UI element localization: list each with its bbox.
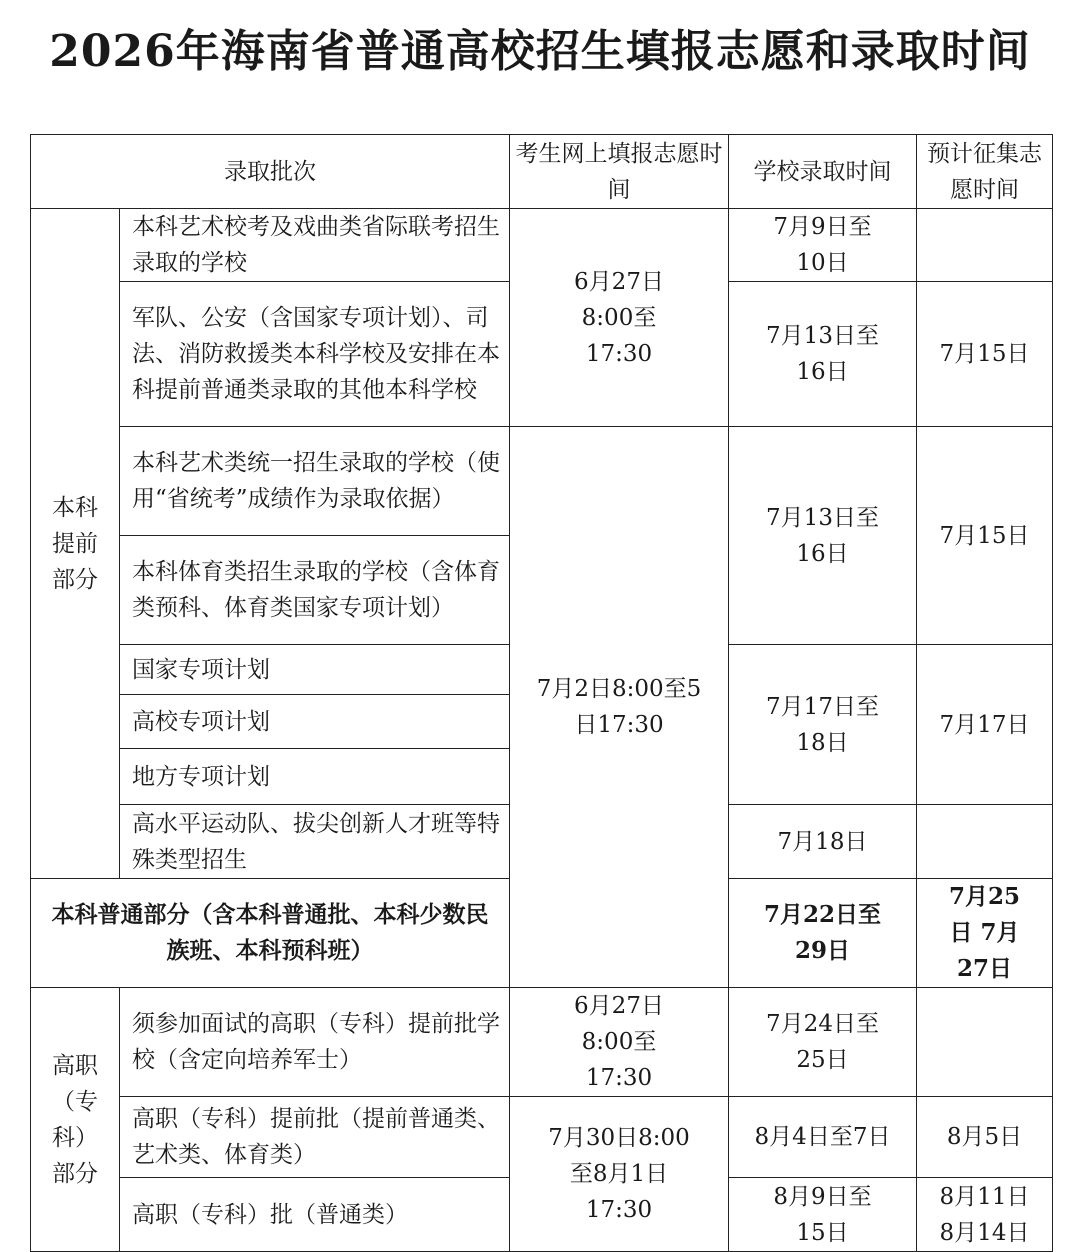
table-row bbox=[31, 209, 1053, 282]
admit-time-cell: 7月24日至25日 bbox=[729, 988, 917, 1097]
collect-time-cell: 7月15日 bbox=[917, 427, 1053, 645]
collect-time-cell: 7月15日 bbox=[917, 282, 1053, 427]
fill-time-cell: 7月30日8:00至8月1日17:30 bbox=[510, 1097, 729, 1252]
collect-time-cell bbox=[917, 209, 1053, 282]
header-batch: 录取批次 bbox=[31, 135, 510, 209]
admit-time-cell: 7月22日至29日 bbox=[729, 879, 917, 988]
header-fill-time: 考生网上填报志愿时间 bbox=[510, 135, 729, 209]
collect-time-cell bbox=[917, 805, 1053, 879]
table-row bbox=[31, 1097, 1053, 1178]
collect-time-cell: 8月5日 bbox=[917, 1097, 1053, 1178]
admit-time-cell: 7月13日至16日 bbox=[729, 427, 917, 645]
fill-time-cell: 7月2日8:00至5日17:30 bbox=[510, 427, 729, 988]
collect-time-cell bbox=[917, 988, 1053, 1097]
table-row bbox=[31, 427, 1053, 536]
section-early-label: 本科提前部分 bbox=[31, 209, 120, 879]
collect-time-cell: 7月17日 bbox=[917, 645, 1053, 805]
admit-time-cell: 8月4日至7日 bbox=[729, 1097, 917, 1178]
header-collect-time: 预计征集志愿时间 bbox=[917, 135, 1053, 209]
admit-time-cell: 7月9日至10日 bbox=[729, 209, 917, 282]
section-vocational-label: 高职（专科）部分 bbox=[31, 988, 120, 1252]
admit-time-cell: 7月13日至16日 bbox=[729, 282, 917, 427]
row-item: 高校专项计划 bbox=[120, 695, 510, 749]
section-ordinary-label: 本科普通部分（含本科普通批、本科少数民族班、本科预科班） bbox=[31, 879, 510, 988]
admit-time-cell: 7月18日 bbox=[729, 805, 917, 879]
page-title: 2026年海南省普通高校招生填报志愿和录取时间 bbox=[49, 26, 1031, 77]
collect-time-cell: 8月11日 8月14日 bbox=[917, 1178, 1053, 1252]
row-item: 须参加面试的高职（专科）提前批学校（含定向培养军士） bbox=[120, 988, 510, 1097]
row-item: 本科体育类招生录取的学校（含体育类预科、体育类国家专项计划） bbox=[120, 536, 510, 645]
admit-time-cell: 8月9日至15日 bbox=[729, 1178, 917, 1252]
header-admit-time: 学校录取时间 bbox=[729, 135, 917, 209]
row-item: 高职（专科）批（普通类） bbox=[120, 1178, 510, 1252]
table-row bbox=[31, 988, 1053, 1097]
fill-time-cell: 6月27日8:00至17:30 bbox=[510, 209, 729, 427]
admission-schedule-table bbox=[30, 134, 1053, 1252]
row-item: 本科艺术校考及戏曲类省际联考招生录取的学校 bbox=[120, 209, 510, 282]
collect-time-cell: 7月25日 7月27日 bbox=[917, 879, 1053, 988]
row-item: 地方专项计划 bbox=[120, 749, 510, 805]
row-item: 高水平运动队、拔尖创新人才班等特殊类型招生 bbox=[120, 805, 510, 879]
admit-time-cell: 7月17日至18日 bbox=[729, 645, 917, 805]
row-item: 国家专项计划 bbox=[120, 645, 510, 695]
row-item: 军队、公安（含国家专项计划）、司法、消防救援类本科学校及安排在本科提前普通类录取的其他本科学校 bbox=[120, 282, 510, 427]
table-header-row bbox=[31, 135, 1053, 209]
row-item: 本科艺术类统一招生录取的学校（使用“省统考”成绩作为录取依据） bbox=[120, 427, 510, 536]
fill-time-cell: 6月27日8:00至17:30 bbox=[510, 988, 729, 1097]
row-item: 高职（专科）提前批（提前普通类、艺术类、体育类） bbox=[120, 1097, 510, 1178]
